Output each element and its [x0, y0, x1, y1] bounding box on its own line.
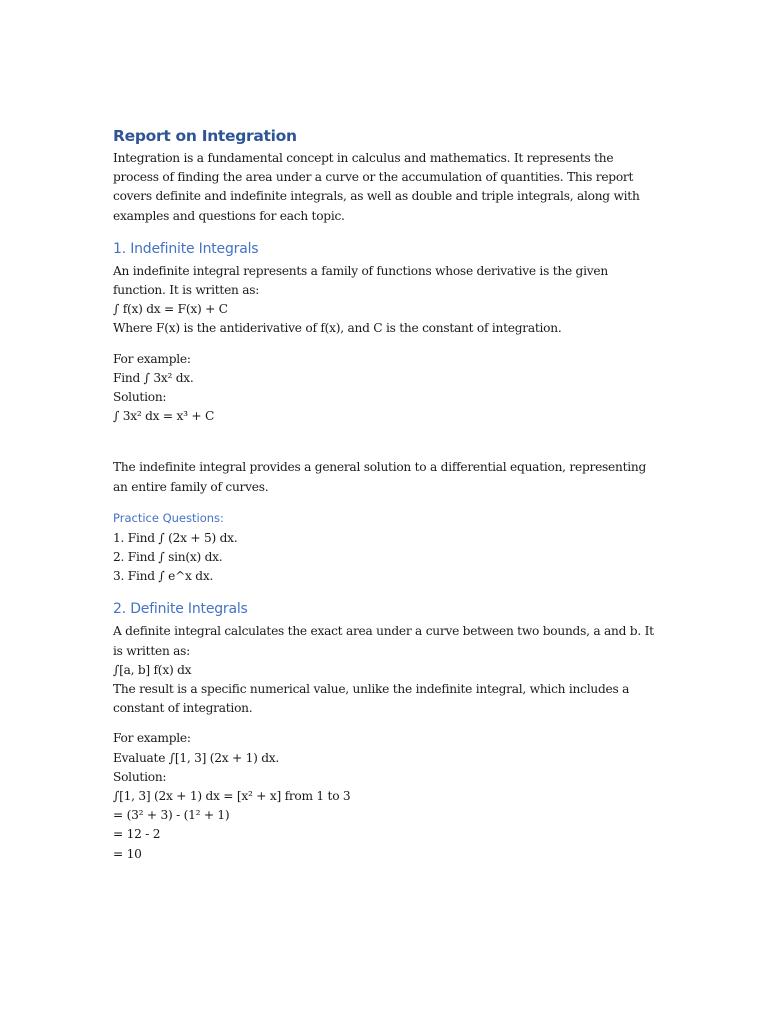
section2-heading: 2. Definite Integrals — [113, 601, 248, 618]
practice-question: 1. Find ∫ (2x + 5) dx. — [113, 530, 238, 545]
section1-example-line: Solution: — [113, 390, 167, 405]
section2-example-line: = 10 — [113, 846, 142, 861]
section1-example-line: Find ∫ 3x² dx. — [113, 370, 194, 385]
section2-result: The result is a specific numerical value, unlike the indefinite integral, which includes a constant of integration. — [113, 682, 630, 716]
document-page — [113, 126, 658, 864]
section1-summary: The indefinite integral provides a general solution to a differential equation, representing an entire family of curves. — [113, 460, 647, 494]
section2-example-line: = (3² + 3) - (1² + 1) — [113, 808, 230, 823]
section1-heading: 1. Indefinite Integrals — [113, 240, 259, 257]
section1-where: Where F(x) is the antiderivative of f(x), and C is the constant of integration. — [113, 321, 562, 336]
practice-questions-heading: Practice Questions: — [113, 510, 224, 525]
section2-example-line: For example: — [113, 731, 191, 746]
section2-formula: ∫[a, b] f(x) dx — [113, 662, 192, 677]
section2-example-line: Evaluate ∫[1, 3] (2x + 1) dx. — [113, 750, 280, 765]
section2-example-line: ∫[1, 3] (2x + 1) dx = [x² + x] from 1 to 3 — [113, 789, 351, 804]
section2-example-line: = 12 - 2 — [113, 827, 161, 842]
intro-paragraph: Integration is a fundamental concept in calculus and mathematics. It represents the process of finding the area under a curve or the accumulation of quantities. This report covers definite and indefinite integrals, as well as double and triple integrals, along with examples and questions for each topic. — [113, 151, 640, 223]
report-title: Report on Integration — [113, 127, 297, 145]
section2-definition: A definite integral calculates the exact area under a curve between two bounds, a and b. It is written as: — [113, 624, 654, 658]
section2-example-line: Solution: — [113, 769, 167, 784]
section1-example-line: ∫ 3x² dx = x³ + C — [113, 409, 215, 424]
section1-definition: An indefinite integral represents a family of functions whose derivative is the given function. It is written as: — [113, 263, 608, 298]
section1-example-line: For example: — [113, 351, 191, 366]
practice-question: 3. Find ∫ e^x dx. — [113, 569, 214, 584]
practice-question: 2. Find ∫ sin(x) dx. — [113, 550, 223, 565]
section1-formula: ∫ f(x) dx = F(x) + C — [113, 302, 228, 317]
